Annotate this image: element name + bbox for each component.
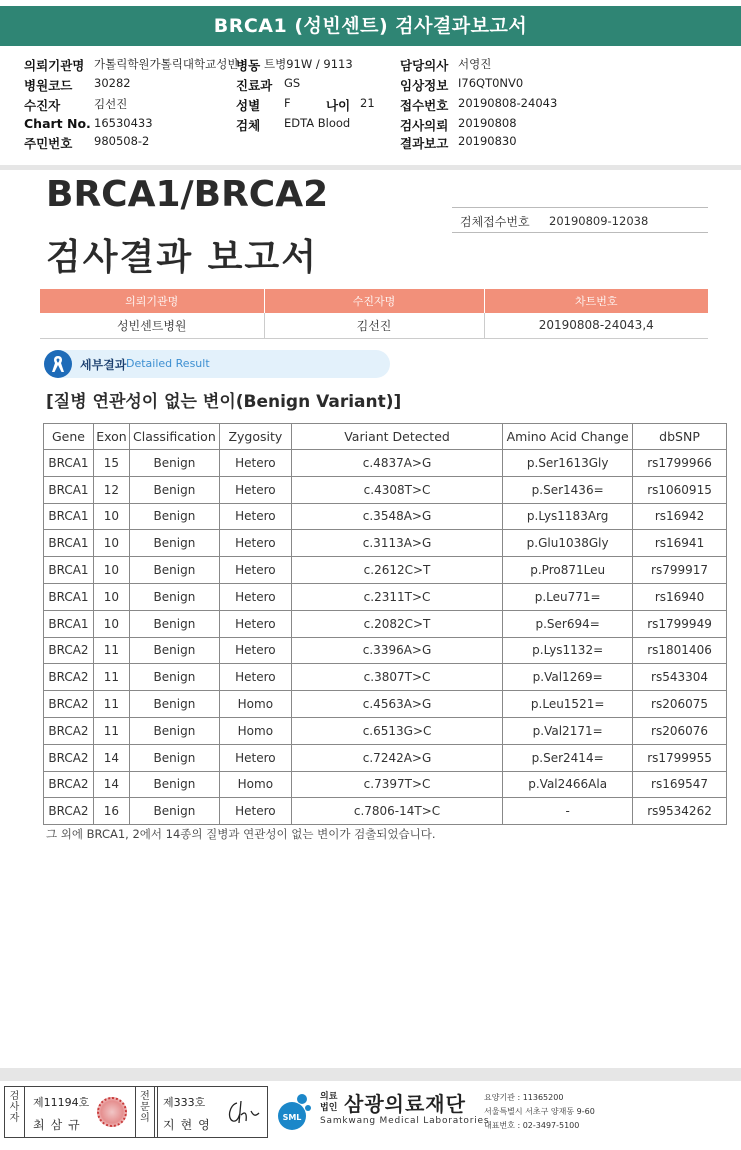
table-cell: rs206075 — [633, 691, 727, 718]
info-label: 병동 — [236, 58, 261, 73]
table-cell: p.Lys1132= — [503, 637, 633, 664]
info-label: 담당의사 — [400, 58, 449, 73]
hospital-table — [40, 289, 708, 339]
table-cell: Benign — [129, 664, 219, 691]
info-label: 진료과 — [236, 78, 273, 93]
table-row — [44, 476, 727, 503]
table-cell: 11 — [93, 717, 129, 744]
table-row — [44, 691, 727, 718]
table-cell: c.3807T>C — [291, 664, 502, 691]
section-title: [질병 연관성이 없는 변이(Benign Variant)] — [46, 392, 402, 412]
sml-logo-icon — [272, 1090, 314, 1132]
table-header: Exon — [93, 424, 129, 450]
table-cell: BRCA1 — [44, 503, 94, 530]
table-cell: c.2082C>T — [291, 610, 502, 637]
table-cell: 11 — [93, 664, 129, 691]
info-value: 16530433 — [94, 116, 153, 130]
table-cell: c.7397T>C — [291, 771, 502, 798]
table-header: Gene — [44, 424, 94, 450]
info-label: 성별 — [236, 98, 261, 113]
receipt-label: 검체접수번호 — [460, 215, 530, 229]
table-cell: Hetero — [219, 530, 291, 557]
info-label: 임상정보 — [400, 78, 449, 93]
info-value: 가톨릭학원가톨릭대학교성빈 — [94, 57, 239, 71]
table-cell: rs1799966 — [633, 450, 727, 477]
table-cell: rs1801406 — [633, 637, 727, 664]
table-row — [44, 557, 727, 584]
table-cell: Homo — [219, 691, 291, 718]
ribbon-icon — [44, 350, 72, 378]
table-cell: 김선진 — [264, 313, 484, 338]
info-value: I76QT0NV0 — [458, 76, 524, 90]
table-cell: Benign — [129, 691, 219, 718]
signature-icon — [223, 1097, 263, 1129]
info-label: 검체 — [236, 118, 261, 133]
table-row — [44, 503, 727, 530]
table-cell: 15 — [93, 450, 129, 477]
table-cell: Benign — [129, 450, 219, 477]
table-header: Classification — [129, 424, 219, 450]
table-row — [44, 798, 727, 825]
table-cell: BRCA2 — [44, 717, 94, 744]
info-label: 결과보고 — [400, 136, 449, 151]
info-label: Chart No. — [24, 116, 91, 131]
inspector-name: 최삼규 — [33, 1118, 86, 1132]
table-cell: Hetero — [219, 637, 291, 664]
table-cell: p.Val2466Ala — [503, 771, 633, 798]
table-cell: c.3113A>G — [291, 530, 502, 557]
table-header: 차트번호 — [484, 289, 708, 313]
table-cell: BRCA2 — [44, 664, 94, 691]
logo-small-text: 의료 법인 — [320, 1092, 338, 1113]
table-cell: Hetero — [219, 744, 291, 771]
table-cell: c.3548A>G — [291, 503, 502, 530]
variant-table — [43, 423, 727, 825]
info-value: EDTA Blood — [284, 116, 351, 130]
table-cell: Benign — [129, 610, 219, 637]
info-value: 20190808-24043 — [458, 96, 558, 110]
table-cell: 10 — [93, 583, 129, 610]
table-cell: p.Ser1436= — [503, 476, 633, 503]
table-cell: c.6513G>C — [291, 717, 502, 744]
table-header: dbSNP — [633, 424, 727, 450]
report-title-line2: 검사결과 보고서 — [46, 237, 318, 278]
info-label: 주민번호 — [24, 136, 73, 151]
detail-label-eng: Detailed Result — [126, 357, 210, 370]
table-cell: p.Glu1038Gly — [503, 530, 633, 557]
inspector-column-label: 검사자 — [5, 1087, 25, 1137]
info-value: F — [284, 96, 291, 110]
table-cell: p.Lys1183Arg — [503, 503, 633, 530]
table-cell: c.7242A>G — [291, 744, 502, 771]
table-cell: rs1799955 — [633, 744, 727, 771]
table-cell: BRCA1 — [44, 557, 94, 584]
table-cell: p.Ser1613Gly — [503, 450, 633, 477]
detail-label-kor: 세부결과 — [80, 358, 127, 372]
table-cell: Benign — [129, 637, 219, 664]
table-cell: p.Val1269= — [503, 664, 633, 691]
table-cell: BRCA1 — [44, 610, 94, 637]
table-cell: Benign — [129, 503, 219, 530]
table-cell: BRCA2 — [44, 798, 94, 825]
table-cell: BRCA2 — [44, 691, 94, 718]
table-cell: Hetero — [219, 664, 291, 691]
table-cell: Hetero — [219, 798, 291, 825]
table-cell: BRCA1 — [44, 530, 94, 557]
seal-stamp — [97, 1097, 127, 1127]
table-header: 수진자명 — [264, 289, 484, 313]
table-cell: BRCA1 — [44, 583, 94, 610]
table-cell: c.2612C>T — [291, 557, 502, 584]
info-label: 접수번호 — [400, 98, 449, 113]
table-cell: p.Ser2414= — [503, 744, 633, 771]
specialist-license: 제333호 — [163, 1096, 206, 1109]
table-cell: 12 — [93, 476, 129, 503]
logo-badge: SML — [282, 1113, 302, 1122]
logo-main-text: 삼광의료재단 — [344, 1092, 466, 1116]
table-cell: Benign — [129, 583, 219, 610]
specialist-name: 지현영 — [163, 1118, 216, 1132]
table-cell: rs543304 — [633, 664, 727, 691]
report-header: BRCA1 (성빈센트) 검사결과보고서 — [0, 6, 741, 46]
info-label: 검사의뢰 — [400, 118, 449, 133]
patient-info — [0, 50, 741, 165]
info-value: 20190808 — [458, 116, 517, 130]
table-row — [44, 664, 727, 691]
signature-box — [4, 1086, 268, 1138]
table-cell: 성빈센트병원 — [40, 313, 264, 338]
detailed-result-banner — [44, 350, 390, 378]
table-cell: - — [503, 798, 633, 825]
table-cell: rs799917 — [633, 557, 727, 584]
logo-eng-text: Samkwang Medical Laboratories — [320, 1116, 490, 1126]
institution-logo — [272, 1086, 741, 1142]
table-cell: Benign — [129, 744, 219, 771]
table-cell: p.Pro871Leu — [503, 557, 633, 584]
table-cell: Benign — [129, 557, 219, 584]
info-value: 30282 — [94, 76, 131, 90]
table-cell: 14 — [93, 744, 129, 771]
table-cell: c.4563A>G — [291, 691, 502, 718]
table-cell: Benign — [129, 798, 219, 825]
divider — [0, 165, 741, 170]
table-cell: Benign — [129, 717, 219, 744]
table-cell: p.Ser694= — [503, 610, 633, 637]
table-cell: BRCA1 — [44, 476, 94, 503]
table-cell: Hetero — [219, 503, 291, 530]
info-value: 서영진 — [458, 57, 492, 71]
table-cell: BRCA2 — [44, 771, 94, 798]
info-value: 21 — [360, 96, 375, 110]
table-cell: c.7806-14T>C — [291, 798, 502, 825]
table-cell: Benign — [129, 771, 219, 798]
table-cell: Hetero — [219, 476, 291, 503]
table-cell: rs9534262 — [633, 798, 727, 825]
table-header: Amino Acid Change — [503, 424, 633, 450]
table-row — [44, 530, 727, 557]
table-cell: Hetero — [219, 610, 291, 637]
table-cell: Homo — [219, 771, 291, 798]
table-cell: 10 — [93, 557, 129, 584]
report-title-line1: BRCA1/BRCA2 — [46, 174, 329, 215]
info-label: 병원코드 — [24, 78, 73, 93]
table-cell: BRCA1 — [44, 450, 94, 477]
table-cell: Benign — [129, 530, 219, 557]
table-cell: Homo — [219, 717, 291, 744]
table-cell: Benign — [129, 476, 219, 503]
info-value: 김선진 — [94, 97, 128, 111]
info-value: 980508-2 — [94, 134, 150, 148]
table-cell: BRCA2 — [44, 637, 94, 664]
table-row — [44, 744, 727, 771]
table-cell: rs1799949 — [633, 610, 727, 637]
table-row — [44, 771, 727, 798]
table-cell: rs206076 — [633, 717, 727, 744]
info-label: 수진자 — [24, 98, 61, 113]
receipt-number — [452, 207, 708, 233]
logo-info-line: 요양기관 : 11365200 — [484, 1093, 564, 1102]
table-cell: Hetero — [219, 583, 291, 610]
table-row — [44, 450, 727, 477]
divider — [0, 1068, 741, 1081]
table-cell: 20190808-24043,4 — [484, 313, 708, 338]
table-cell: p.Leu1521= — [503, 691, 633, 718]
info-value: 트병91W / 9113 — [264, 57, 353, 71]
table-cell: BRCA2 — [44, 744, 94, 771]
table-cell: rs16940 — [633, 583, 727, 610]
table-cell: 11 — [93, 637, 129, 664]
table-cell: 10 — [93, 503, 129, 530]
table-cell: c.2311T>C — [291, 583, 502, 610]
table-row — [44, 717, 727, 744]
receipt-value: 20190809-12038 — [549, 214, 649, 228]
table-cell: rs16942 — [633, 503, 727, 530]
table-cell: c.3396A>G — [291, 637, 502, 664]
info-value: 20190830 — [458, 134, 517, 148]
table-cell: 11 — [93, 691, 129, 718]
table-header: Zygosity — [219, 424, 291, 450]
table-cell: Hetero — [219, 450, 291, 477]
inspector-license: 제11194호 — [33, 1096, 90, 1109]
info-label: 의뢰기관명 — [24, 58, 85, 73]
logo-info-line: 서울특별시 서초구 양재동 9-60 — [484, 1107, 595, 1116]
table-cell: p.Leu771= — [503, 583, 633, 610]
table-cell: rs1060915 — [633, 476, 727, 503]
table-cell: 16 — [93, 798, 129, 825]
table-cell: Hetero — [219, 557, 291, 584]
table-cell: rs16941 — [633, 530, 727, 557]
table-cell: 10 — [93, 530, 129, 557]
logo-info-line: 대표번호 : 02-3497-5100 — [484, 1121, 580, 1130]
table-cell: c.4308T>C — [291, 476, 502, 503]
specialist-column-label: 전문의 — [135, 1087, 155, 1137]
table-cell: c.4837A>G — [291, 450, 502, 477]
table-row — [44, 583, 727, 610]
info-label: 나이 — [326, 98, 351, 113]
table-row — [44, 637, 727, 664]
info-value: GS — [284, 76, 301, 90]
table-cell: 14 — [93, 771, 129, 798]
table-header: Variant Detected — [291, 424, 502, 450]
footnote: 그 외에 BRCA1, 2에서 14종의 질병과 연관성이 없는 변이가 검출되었습니다. — [46, 827, 436, 841]
table-cell: 10 — [93, 610, 129, 637]
table-row — [44, 610, 727, 637]
table-cell: rs169547 — [633, 771, 727, 798]
table-header: 의뢰기관명 — [40, 289, 264, 313]
table-cell: p.Val2171= — [503, 717, 633, 744]
